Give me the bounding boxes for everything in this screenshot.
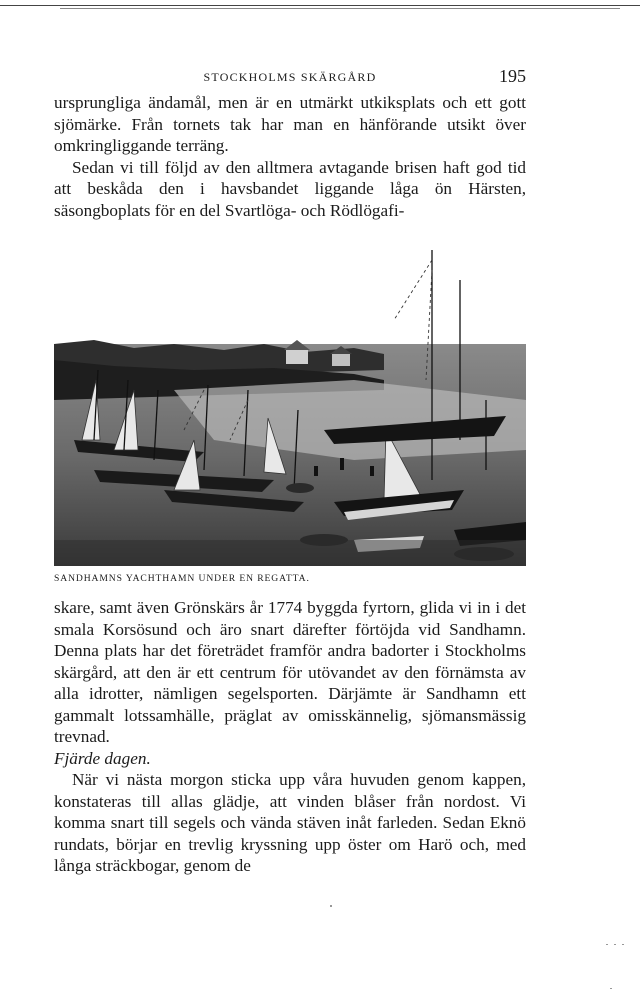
paragraph-last: När vi nästa morgon sticka upp våra huvuden genom kappen, konstateras till allas glädje, att vinden blåser från nordost. Vi komma snart till segels och vända stäven inåt farleden. Sedan Eknö rundats, börjar en trevlig kryssning upp öster om Harö och, med långa sträckbogar, genom de (54, 770, 526, 875)
text-block-bottom (54, 597, 526, 877)
section-heading: Fjärde dagen. (54, 748, 151, 768)
figure-caption: SANDHAMNS YACHTHAMN UNDER EN REGATTA. (54, 573, 310, 584)
print-speck (622, 944, 624, 945)
harbor-photo-illustration (54, 240, 526, 566)
print-speck (614, 944, 616, 945)
page-header (54, 66, 526, 86)
paragraph-1: ursprungliga ändamål, men är en utmärkt utkiksplats och ett gott sjömärke. Från tornets tak har man en hänförande utsikt över omkringliggande terräng. (54, 93, 526, 155)
print-speck (606, 944, 608, 945)
harbor-photograph (54, 240, 526, 566)
paragraph-continuation: skare, samt även Grönskärs år 1774 byggda fyrtorn, glida vi in i det smala Korsösund och äro snart därefter förtöjda vid Sandhamn. Denna plats har det företrädet framför andra badorter i Stockholms skärgård, att den är ett centrum för utövandet av den förnämsta av alla idrotter, nämligen segelsporten. Därjämte är Sandhamn ett gammalt lotssamhälle, präglat av omisskännelig, sjömansmässig trevnad. (54, 598, 526, 746)
print-speck (610, 988, 612, 989)
top-edge-rule-secondary (60, 8, 620, 9)
page-number: 195 (499, 66, 526, 86)
top-edge-rule (0, 5, 640, 6)
paragraph-2: Sedan vi till följd av den alltmera avtagande brisen haft god tid att beskåda den i havsbandet liggande låga ön Härsten, säsongboplats för en del Svartlöga- och Rödlögafi- (54, 157, 526, 220)
print-speck (330, 905, 332, 907)
running-title: STOCKHOLMS SKÄRGÅRD (203, 70, 377, 84)
text-block-top (54, 92, 526, 221)
